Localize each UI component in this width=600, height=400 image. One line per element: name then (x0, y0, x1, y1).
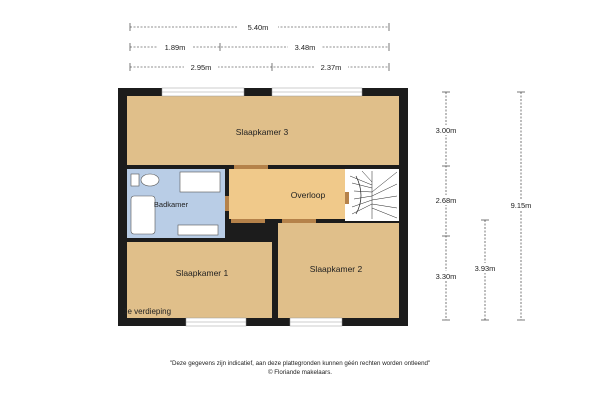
dim-right-top: 3.00m (435, 126, 457, 135)
label-badkamer: Badkamer (153, 200, 189, 209)
disclaimer-line-1: "Deze gegevens zijn indicatief, aan deze plattegronden kunnen géén rechten worden ontleend" (169, 360, 431, 367)
floor-label: 1e verdieping (123, 307, 172, 316)
dim-top-right: 3.48m (294, 43, 316, 52)
disclaimer-line-2: © Floriande makelaars. (267, 369, 333, 376)
dim-second-right: 2.37m (320, 63, 342, 72)
dim-top-total: 5.40m (247, 23, 269, 32)
label-slaapkamer-2: Slaapkamer 2 (309, 264, 363, 274)
label-overloop: Overloop (290, 190, 326, 200)
dim-right-partial: 3.93m (474, 264, 496, 273)
dim-right-middle: 2.68m (435, 196, 457, 205)
dim-right-total: 9.15m (510, 201, 532, 210)
dim-top-left: 1.89m (164, 43, 186, 52)
label-slaapkamer-1: Slaapkamer 1 (175, 268, 229, 278)
label-slaapkamer-3: Slaapkamer 3 (235, 127, 289, 137)
dim-second-left: 2.95m (190, 63, 212, 72)
dim-right-bottom: 3.30m (435, 272, 457, 281)
room-overloop (229, 169, 345, 219)
